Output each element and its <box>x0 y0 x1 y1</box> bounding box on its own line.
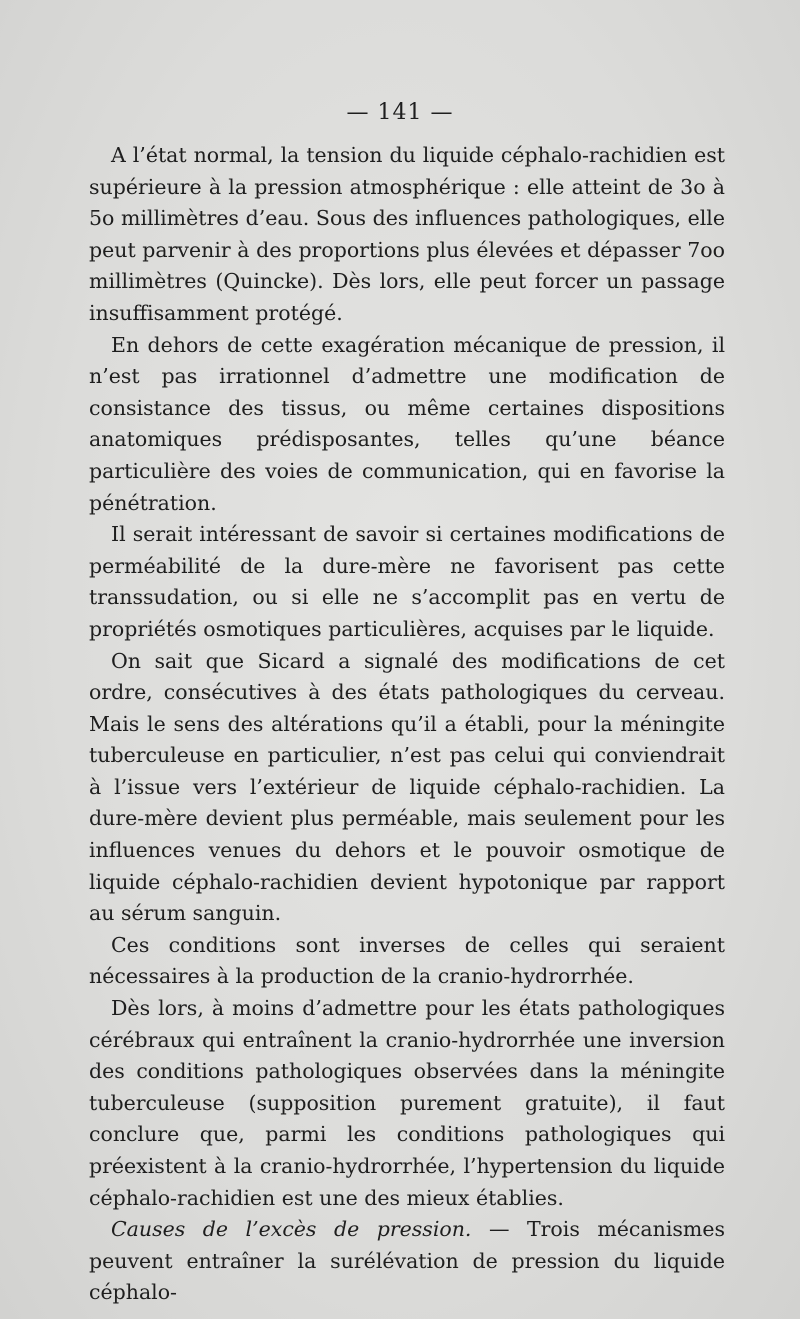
paragraph-2: En dehors de cette exagération mécanique de pression, il n’est pas irrationnel d’admettre une modification de consistance des tissus, ou même certaines dispositions anatomiques prédisposantes, telles qu’une béance particulière des voies de communication, qui en favorise la pénétration. <box>89 332 725 515</box>
paragraph-1: A l’état normal, la tension du liquide céphalo-rachidien est supérieure à la pression atmosphérique : elle atteint de 3o à 5o millimètres d’eau. Sous des influences pathologiques, elle peut parvenir à des proportions plus élevées et dépasser 7oo millimètres (Quincke). Dès lors, elle peut forcer un passage insuffisamment protégé. <box>89 143 725 325</box>
paragraph-5: Ces conditions sont inverses de celles qui seraient nécessaires à la production de la cranio-hydrorrhée. <box>89 932 725 989</box>
paragraph-3: Il serait intéressant de savoir si certaines modifications de perméabilité de la dure-mère ne favorisent pas cette transsudation, ou si elle ne s’accomplit pas en vertu de propriétés osmotiques particulières, acquises par le liquide. <box>89 522 725 641</box>
paragraph-6: Dès lors, à moins d’admettre pour les états pathologiques cérébraux qui entraînent la cranio-hydrorrhée une inversion des conditions pathologiques observées dans la méningite tuberculeuse (supposition purement gratuite), il faut conclure que, parmi les conditions pathologiques qui préexistent à la cranio-hydrorrhée, l’hypertension du liquide céphalo-rachidien est une des mieux établies. <box>89 996 725 1210</box>
paragraph-7-text: — Trois mécanismes peuvent entraîner la surélévation de pression du liquide céphalo- <box>89 1217 725 1305</box>
page-number: — 141 — <box>346 100 454 125</box>
body-text <box>89 140 725 1309</box>
section-heading: Causes de l’excès de pression. <box>111 1217 472 1242</box>
paragraph-7 <box>89 1214 725 1309</box>
paragraph-4: On sait que Sicard a signalé des modifications de cet ordre, consécutives à des états pathologiques du cerveau. Mais le sens des altérations qu’il a établi, pour la méningite tuberculeuse en particulier, n’est pas celui qui conviendrait à l’issue vers l’extérieur de liquide céphalo-rachidien. La dure-mère devient plus perméable, mais seulement pour les influences venues du dehors et le pouvoir osmotique de liquide céphalo-rachidien devient hypotonique par rapport au sérum sanguin. <box>89 648 725 926</box>
